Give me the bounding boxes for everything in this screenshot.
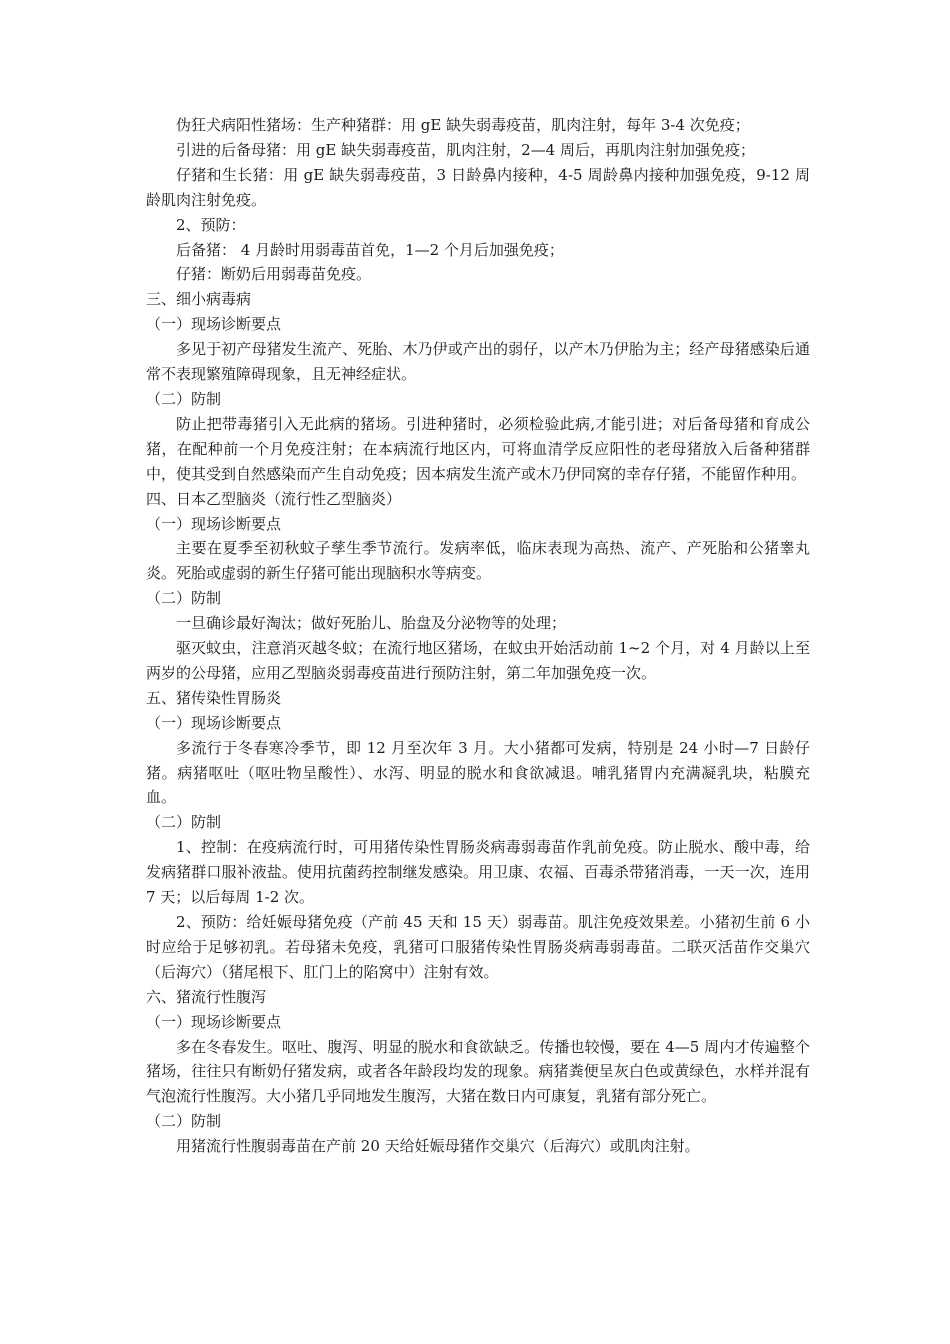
- subsection-heading: （一）现场诊断要点: [146, 514, 282, 533]
- subsection-heading: （一）现场诊断要点: [146, 315, 282, 334]
- body-paragraph: 用猪流行性腹弱毒苗在产前 20 天给妊娠母猪作交巢穴（后海穴）或肌肉注射。: [176, 1137, 700, 1156]
- section-heading: 五、猪传染性胃肠炎: [146, 688, 282, 707]
- document-page: [146, 113, 810, 1159]
- subsection-heading: （二）防制: [146, 1112, 222, 1131]
- body-paragraph: 仔猪：断奶后用弱毒苗免疫。: [176, 265, 372, 284]
- body-paragraph: 防止把带毒猪引入无此病的猪场。引进种猪时，必须检验此病,才能引进；对后备母猪和育成公猪，在配种前一个月免疫注射；在本病流行地区内，可将血清学反应阳性的老母猪放入后备种猪群中，使其受到自然感染而产生自动免疫；因本病发生流产或木乃伊同窝的幸存仔猪，不能留作种用。: [146, 414, 810, 483]
- subsection-heading: （一）现场诊断要点: [146, 1012, 282, 1031]
- subsection-heading: （二）防制: [146, 589, 222, 608]
- body-paragraph: 后备猪： 4 月龄时用弱毒苗首免，1—2 个月后加强免疫；: [176, 240, 564, 259]
- section-heading: 六、猪流行性腹泻: [146, 987, 267, 1006]
- section-heading: 四、日本乙型脑炎（流行性乙型脑炎）: [146, 489, 402, 508]
- subsection-heading: （二）防制: [146, 813, 222, 832]
- body-paragraph: 1、控制：在疫病流行时，可用猪传染性胃肠炎病毒弱毒苗作乳前免疫。防止脱水、酸中毒，给发病猪群口服补液盐。使用抗菌药控制继发感染。用卫康、农福、百毒杀带猪消毒，一天一次，连用 7 天；以后每周 1-2 次。: [146, 838, 810, 907]
- body-paragraph: 多见于初产母猪发生流产、死胎、木乃伊或产出的弱仔，以产木乃伊胎为主；经产母猪感染后通常不表现繁殖障碍现象，且无神经症状。: [146, 340, 810, 384]
- section-heading: 三、细小病毒病: [146, 290, 252, 309]
- subsection-heading: （二）防制: [146, 389, 222, 408]
- body-paragraph: 2、预防：: [176, 215, 246, 234]
- body-paragraph: 驱灭蚊虫，注意消灭越冬蚊；在流行地区猪场，在蚊虫开始活动前 1~2 个月，对 4 月龄以上至两岁的公母猪，应用乙型脑炎弱毒疫苗进行预防注射，第二年加强免疫一次。: [146, 639, 810, 682]
- body-paragraph: 一旦确诊最好淘汰；做好死胎儿、胎盘及分泌物等的处理；: [176, 614, 567, 633]
- subsection-heading: （一）现场诊断要点: [146, 713, 282, 732]
- body-paragraph: 多流行于冬春寒冷季节，即 12 月至次年 3 月。大小猪都可发病，特别是 24 小时—7 日龄仔猪。病猪呕吐（呕吐物呈酸性）、水泻、明显的脱水和食欲减退。哺乳猪胃内充满凝乳块，粘膜充血。: [146, 738, 810, 807]
- body-paragraph: 2、预防：给妊娠母猪免疫（产前 45 天和 15 天）弱毒苗。肌注免疫效果差。小猪初生前 6 小时应给于足够初乳。若母猪未免疫，乳猪可口服猪传染性胃肠炎病毒弱毒苗。二联灭活苗作交巢穴（后海穴）（猪尾根下、肛门上的陷窝中）注射有效。: [146, 913, 810, 981]
- body-paragraph: 多在冬春发生。呕吐、腹泻、明显的脱水和食欲缺乏。传播也较慢，要在 4—5 周内才传遍整个猪场，往往只有断奶仔猪发病，或者各年龄段均发的现象。病猪粪便呈灰白色或黄绿色，水样并混有气泡流行性腹泻。大小猪几乎同地发生腹泻，大猪在数日内可康复，乳猪有部分死亡。: [146, 1037, 810, 1106]
- body-paragraph: 引进的后备母猪：用 gE 缺失弱毒疫苗，肌肉注射，2—4 周后，再肌肉注射加强免疫；: [176, 140, 755, 159]
- body-paragraph: 仔猪和生长猪：用 gE 缺失弱毒疫苗，3 日龄鼻内接种，4-5 周龄鼻内接种加强免疫，9-12 周龄肌肉注射免疫。: [146, 165, 810, 209]
- body-paragraph: 主要在夏季至初秋蚊子孳生季节流行。发病率低，临床表现为高热、流产、产死胎和公猪睾丸炎。死胎或虚弱的新生仔猪可能出现脑积水等病变。: [146, 539, 810, 583]
- body-paragraph: 伪狂犬病阳性猪场：生产种猪群：用 gE 缺失弱毒疫苗，肌肉注射，每年 3-4 次免疫；: [176, 116, 750, 134]
